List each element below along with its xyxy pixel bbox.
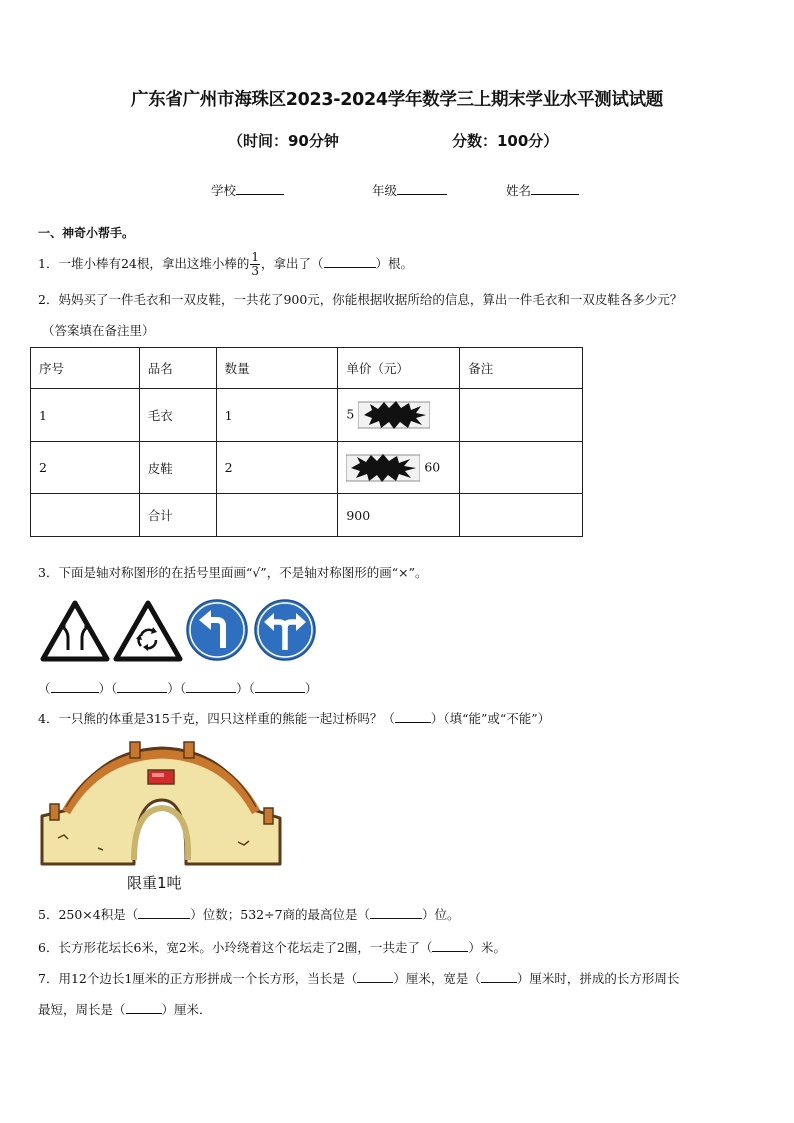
- cell-total: 900: [338, 494, 460, 537]
- q1-text: 1．一堆小棒有24根，拿出这堆小棒的: [38, 256, 250, 271]
- cell-qty: 1: [216, 389, 338, 442]
- grade-field: [372, 181, 447, 199]
- turn-left-or-right-sign-icon: [253, 598, 317, 662]
- cell-no: [31, 494, 140, 537]
- q4-answer-blank[interactable]: [395, 710, 431, 723]
- table-row: [31, 442, 583, 494]
- question-3: 3．下面是轴对称图形的在括号里面画“√”，不是轴对称图形的画“×”。: [38, 565, 428, 580]
- narrow-road-sign-icon: [40, 600, 110, 662]
- page-title: 广东省广州市海珠区2023-2024学年数学三上期末学业水平测试试题: [131, 90, 663, 110]
- question-1: [38, 251, 413, 278]
- cell-item: 合计: [139, 494, 216, 537]
- cell-no: 1: [31, 389, 140, 442]
- header-cell: 备注: [460, 348, 583, 389]
- ink-blot-icon: [358, 400, 430, 430]
- header-cell: 序号: [31, 348, 140, 389]
- price-digits: 60: [424, 459, 441, 474]
- header-cell: 品名: [139, 348, 216, 389]
- name-label: 姓名: [506, 183, 532, 198]
- receipt-table: [30, 347, 583, 537]
- q3-answer-blank-1[interactable]: [51, 680, 99, 693]
- question-7-cont: 最短，周长是（ ）厘米．: [38, 1002, 212, 1017]
- cell-price: [338, 389, 460, 442]
- roundabout-sign-icon: [113, 600, 183, 662]
- q5-answer-blank-2[interactable]: [370, 906, 422, 919]
- q3-answer-blank-4[interactable]: [255, 680, 305, 693]
- school-field: [211, 181, 284, 199]
- q6-answer-blank[interactable]: [432, 939, 468, 952]
- price-digit: 5: [346, 406, 355, 422]
- question-5: 5．250×4积是（ ）位数；532÷7商的最高位是（ ）位。: [38, 907, 460, 922]
- school-label: 学校: [211, 183, 237, 198]
- fraction-one-third: $\frac{1}{3}$: [251, 250, 259, 278]
- section-title: 一、神奇小帮手。: [38, 226, 135, 240]
- table-row: [31, 494, 583, 537]
- question-2: 2．妈妈买了一件毛衣和一双皮鞋，一共花了900元，你能根据收据所给的信息，算出一件毛衣和一双皮鞋各多少元？: [38, 292, 683, 307]
- turn-left-sign-icon: [185, 598, 249, 662]
- note-cell-shoes[interactable]: [460, 442, 583, 494]
- q7-answer-blank-3[interactable]: [126, 1001, 162, 1014]
- bridge-illustration: [38, 738, 286, 866]
- cell-qty: [216, 494, 338, 537]
- header-cell: 数量: [216, 348, 338, 389]
- school-blank[interactable]: [236, 182, 284, 195]
- question-4: 4．一只熊的体重是315千克，四只这样重的熊能一起过桥吗？（ ）（填“能”或“不能”）: [38, 711, 551, 726]
- q1-answer-blank[interactable]: [324, 255, 376, 268]
- cell-no: 2: [31, 442, 140, 494]
- note-cell-sweater[interactable]: [460, 389, 583, 442]
- q1-text-3: ）根。: [375, 256, 414, 271]
- total-score: 分数：100分）: [452, 132, 559, 150]
- cell-price: [338, 442, 460, 494]
- question-6: 6．长方形花坛长6米，宽2米。小玲绕着这个花坛走了2圈，一共走了（ ）米。: [38, 940, 506, 955]
- grade-blank[interactable]: [397, 182, 447, 195]
- q3-answer-blank-3[interactable]: [186, 680, 236, 693]
- q5-answer-blank-1[interactable]: [138, 906, 190, 919]
- cell-item: 毛衣: [139, 389, 216, 442]
- q3-answer-blank-2[interactable]: [117, 680, 167, 693]
- q7-answer-blank-2[interactable]: [481, 970, 517, 983]
- time-limit: （时间：90分钟: [228, 132, 339, 150]
- table-row: [31, 389, 583, 442]
- header-cell: 单价（元）: [338, 348, 460, 389]
- table-header-row: [31, 348, 583, 389]
- q3-answer-blanks: （ ）（ ）（ ）（ ）: [38, 681, 318, 696]
- cell-qty: 2: [216, 442, 338, 494]
- bridge-weight-limit-label: 限重1吨: [127, 874, 182, 892]
- cell-item: 皮鞋: [139, 442, 216, 494]
- grade-label: 年级: [372, 183, 398, 198]
- note-cell-total[interactable]: [460, 494, 583, 537]
- name-blank[interactable]: [531, 182, 579, 195]
- name-field: [506, 181, 579, 199]
- question-2-note: （答案填在备注里）: [42, 323, 155, 338]
- q7-answer-blank-1[interactable]: [357, 970, 393, 983]
- ink-blot-icon: [346, 453, 420, 483]
- q1-text-2: ，拿出了（: [261, 256, 324, 271]
- question-7: 7．用12个边长1厘米的正方形拼成一个长方形，当长是（ ）厘米，宽是（ ）厘米时，拼成的长方形周长: [38, 971, 680, 986]
